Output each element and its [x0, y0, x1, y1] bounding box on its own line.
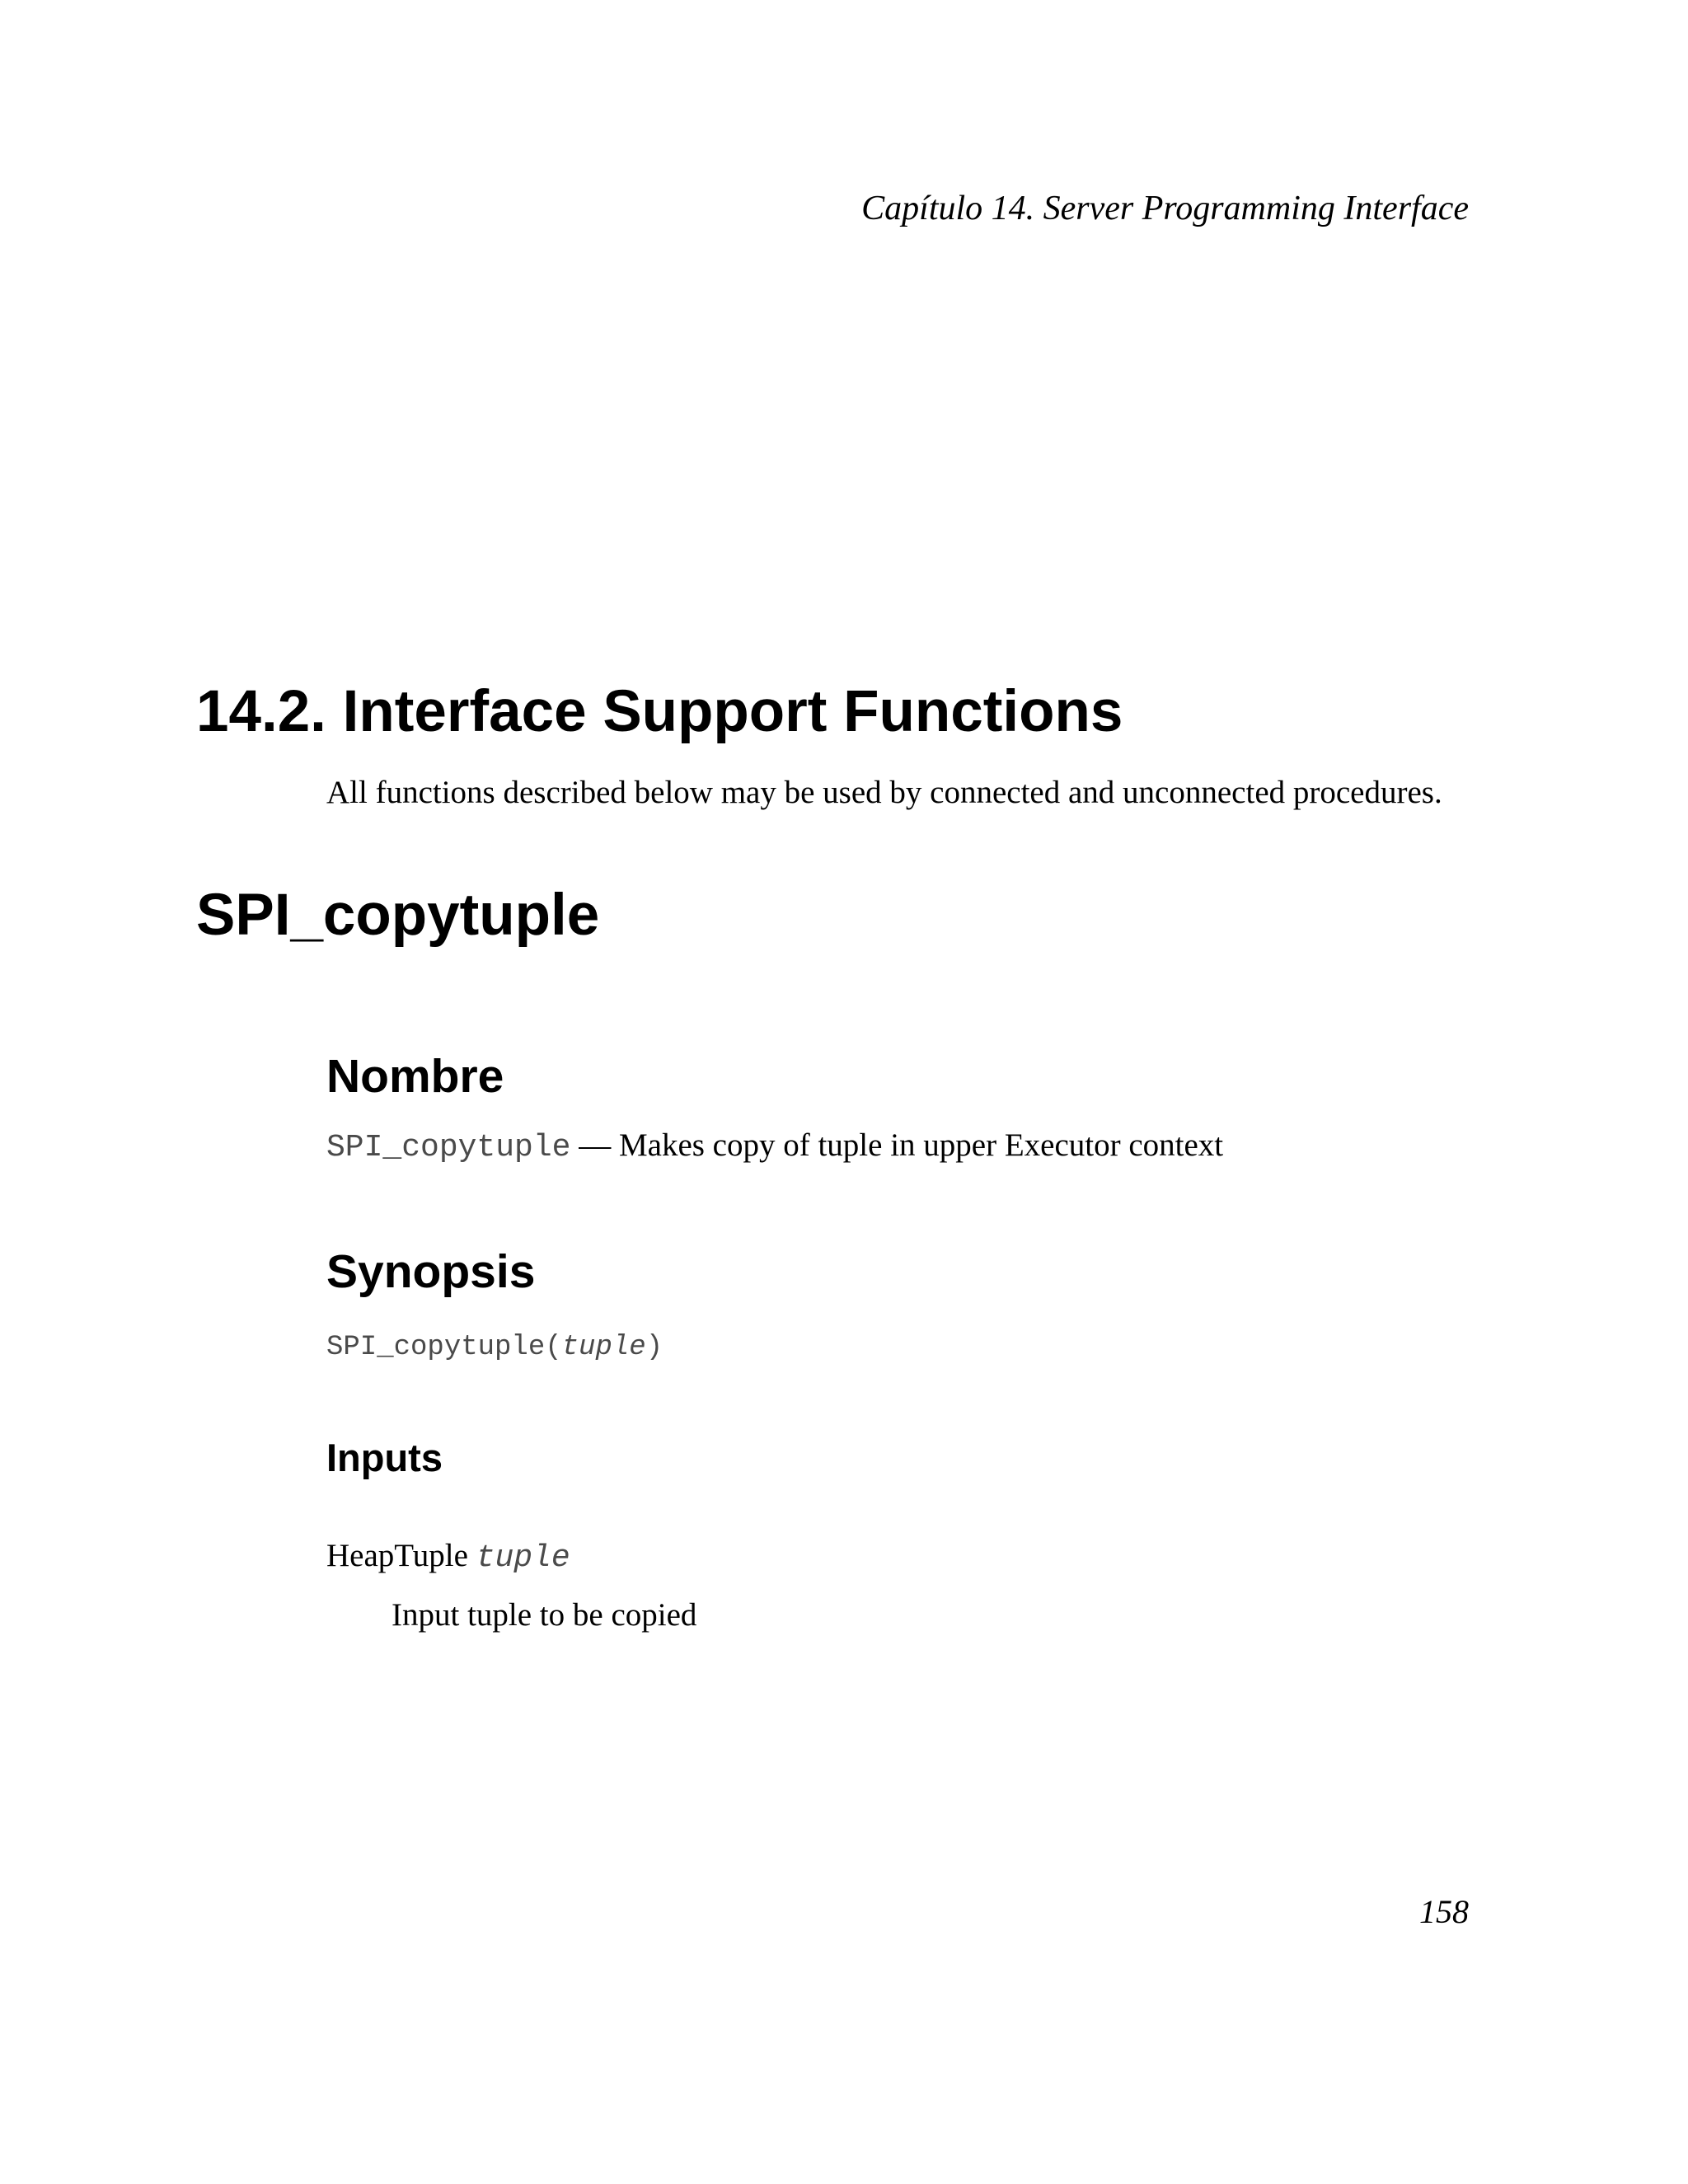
name-separator: —	[570, 1127, 619, 1163]
inputs-heading: Inputs	[326, 1436, 443, 1479]
section-title: 14.2. Interface Support Functions	[196, 679, 1123, 744]
input-term	[326, 1535, 570, 1579]
name-line	[326, 1125, 1223, 1169]
name-function: SPI_copytuple	[326, 1130, 571, 1165]
input-type: HeapTuple	[326, 1538, 468, 1573]
page-number: 158	[1419, 1893, 1469, 1930]
input-param: tuple	[476, 1540, 570, 1576]
name-purpose: Makes copy of tuple in upper Executor context	[618, 1127, 1224, 1163]
synopsis-function: SPI_copytuple(	[326, 1332, 562, 1363]
running-header: Capítulo 14. Server Programming Interface	[861, 190, 1469, 227]
synopsis-heading: Synopsis	[326, 1245, 536, 1298]
synopsis-param: tuple	[561, 1332, 646, 1363]
synopsis-close: )	[645, 1332, 663, 1363]
section-intro: All functions described below may be used by connected and unconnected procedures.	[326, 775, 1442, 810]
refentry-title: SPI_copytuple	[196, 883, 600, 948]
synopsis-code	[326, 1329, 663, 1366]
input-description: Input tuple to be copied	[392, 1597, 697, 1633]
name-heading: Nombre	[326, 1050, 504, 1103]
